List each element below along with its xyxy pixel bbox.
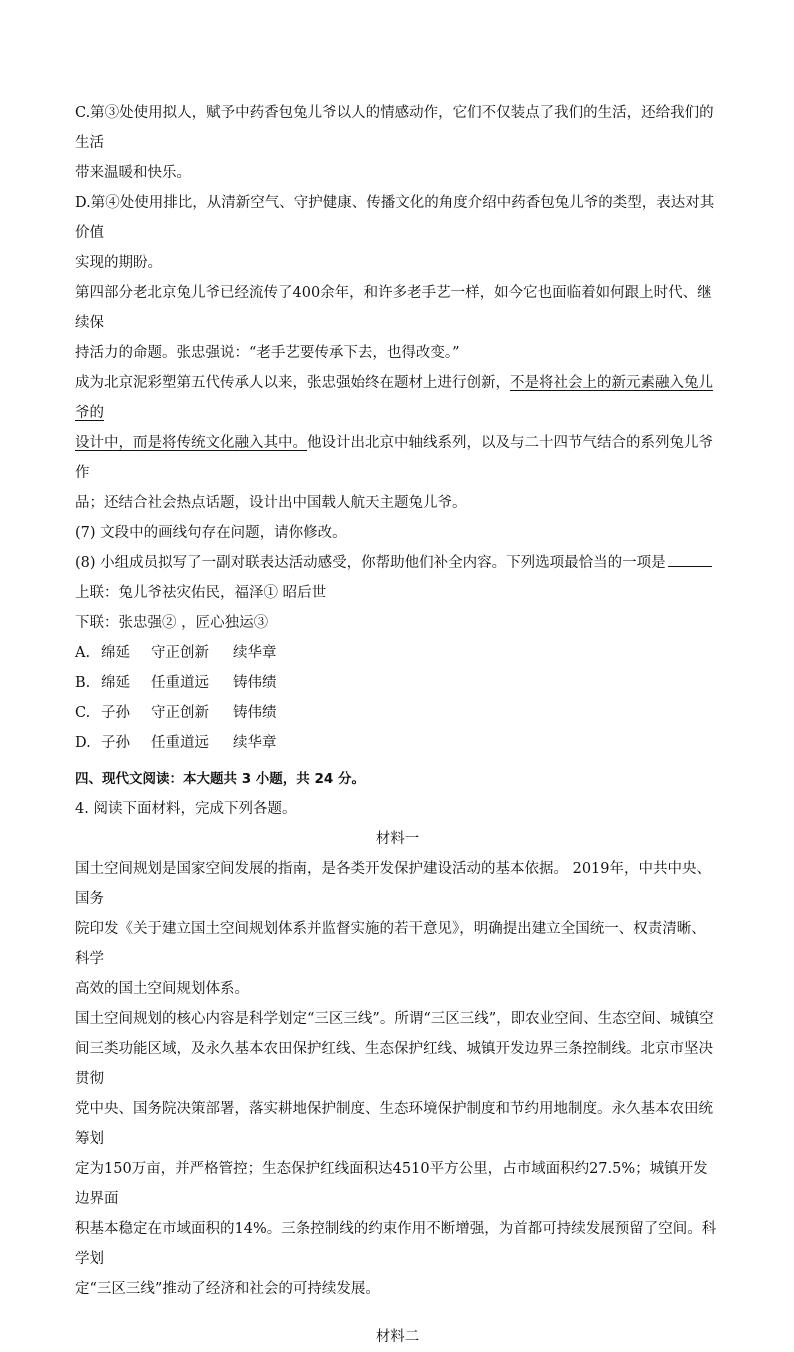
line: 国土空间规划的核心内容是科学划定“三区三线”。所谓“三区三线”，即农业空间、生态空间、城镇空: [75, 1011, 714, 1027]
line: D.第④处使用排比，从清新空气、守护健康、传播文化的角度介绍中药香包兔儿爷的类型，表达对其价值: [75, 195, 715, 241]
line: 定为150万亩，并严格管控；生态保护红线面积达4510平方公里，占市域面积约27.5%；城镇开发边界面: [75, 1161, 708, 1207]
document-page: [75, 98, 720, 1352]
option-c-text: [75, 98, 720, 188]
option-d-text: [75, 188, 720, 278]
material-1-title: 材料一: [375, 831, 420, 847]
line: C.第③处使用拟人，赋予中药香包兔儿爷以人的情感动作，它们不仅装点了我们的生活，还给我们的生活: [75, 105, 714, 151]
line: 间三类功能区域，及永久基本农田保护红线、生态保护红线、城镇开发边界三条控制线。北京市坚决贯彻: [75, 1041, 713, 1087]
question-4: 4. 阅读下面材料，完成下列各题。: [75, 801, 297, 817]
option-word-3: 铸伟绩: [233, 675, 277, 691]
option-letter: B.: [75, 675, 91, 691]
option-letter: A.: [75, 645, 91, 661]
option-a[interactable]: [75, 638, 720, 668]
option-word-1: 绵延: [101, 645, 130, 661]
zhang-paragraph: [75, 368, 720, 518]
option-word-2: 守正创新: [151, 705, 209, 721]
line: 定“三区三线”推动了经济和社会的可持续发展。: [75, 1281, 380, 1297]
question-8: [75, 548, 720, 578]
line: 高效的国土空间规划体系。: [75, 981, 249, 997]
answer-blank[interactable]: [668, 552, 712, 567]
material-2-title: 材料二: [375, 1329, 420, 1345]
option-word-3: 续华章: [233, 735, 277, 751]
couplet-upper: 上联：兔儿爷祛灾佑民，福泽① 昭后世: [75, 585, 327, 601]
option-d[interactable]: [75, 728, 720, 758]
option-letter: C.: [75, 705, 91, 721]
question-8-text: (8) 小组成员拟写了一副对联表达活动感受，你帮助他们补全内容。下列选项最恰当的一项是: [75, 555, 666, 571]
option-word-3: 铸伟绩: [233, 705, 277, 721]
section-heading: 四、现代文阅读：本大题共 3 小题，共 24 分。: [75, 771, 365, 787]
option-word-1: 子孙: [101, 735, 130, 751]
option-word-2: 任重道远: [151, 735, 209, 751]
question-7: (7) 文段中的画线句存在问题，请你修改。: [75, 525, 347, 541]
couplet-lower: 下联：张忠强② ，匠心独运③: [75, 615, 269, 631]
line: 持活力的命题。张忠强说：“老手艺要传承下去，也得改变。”: [75, 345, 460, 361]
line: 积基本稳定在市域面积的14%。三条控制线的约束作用不断增强，为首都可持续发展预留了空间。科学划: [75, 1221, 717, 1267]
line: 带来温暖和快乐。: [75, 165, 191, 181]
option-word-2: 任重道远: [151, 675, 209, 691]
option-word-1: 绵延: [101, 675, 130, 691]
material-1-paragraph-2: [75, 1004, 720, 1304]
line: 国土空间规划是国家空间发展的指南，是各类开发保护建设活动的基本依据。 2019年，中共中央、国务: [75, 861, 712, 907]
part-four-paragraph: [75, 278, 720, 368]
line: 实现的期盼。: [75, 255, 162, 271]
line: 品；还结合社会热点话题，设计出中国载人航天主题兔儿爷。: [75, 495, 467, 511]
option-c[interactable]: [75, 698, 720, 728]
option-word-3: 续华章: [233, 645, 277, 661]
material-1-paragraph-1: [75, 854, 720, 1004]
line: 第四部分老北京兔儿爷已经流传了400余年，和许多老手艺一样，如今它也面临着如何跟上时代、继续保: [75, 285, 712, 331]
underlined-sentence-part1: 不是将社会上的新元素融入兔儿爷的: [75, 375, 713, 421]
option-b[interactable]: [75, 668, 720, 698]
line: 他设计出北京中轴线系列，以及与二十四节气结合的系列兔儿爷作: [75, 435, 713, 481]
line: 成为北京泥彩塑第五代传承人以来，张忠强始终在题材上进行创新，: [75, 375, 510, 391]
line: 党中央、国务院决策部署，落实耕地保护制度、生态环境保护制度和节约用地制度。永久基本农田统筹划: [75, 1101, 713, 1147]
option-letter: D.: [75, 735, 91, 751]
option-word-1: 子孙: [101, 705, 130, 721]
option-word-2: 守正创新: [151, 645, 209, 661]
options-list: [75, 638, 720, 758]
underlined-sentence-part2: 设计中，而是将传统文化融入其中。: [75, 435, 307, 451]
line: 院印发《关于建立国土空间规划体系并监督实施的若干意见》，明确提出建立全国统一、权责清晰、科学: [75, 921, 706, 967]
